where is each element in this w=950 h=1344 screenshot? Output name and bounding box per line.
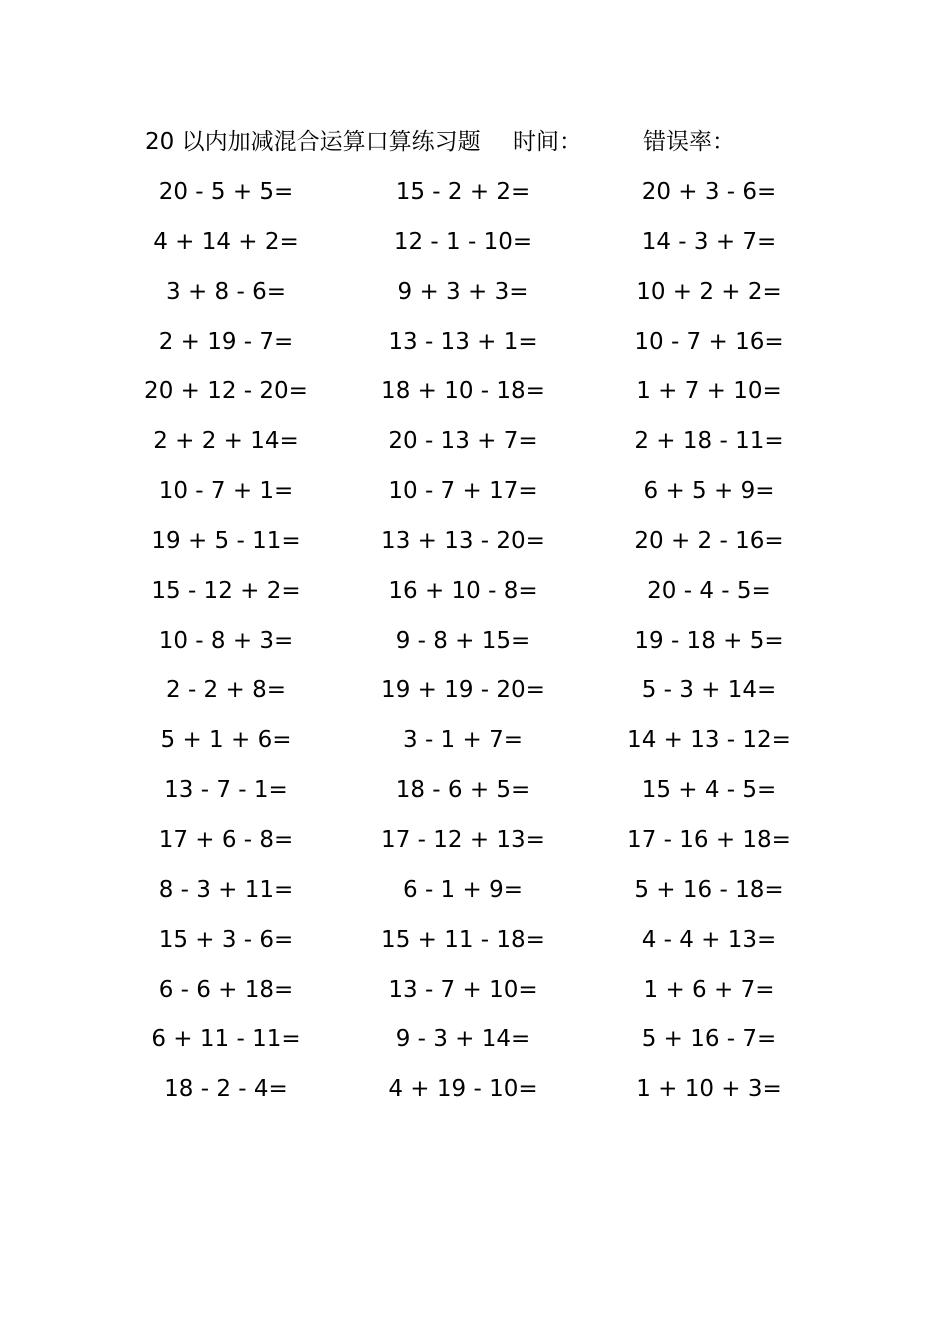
problem-item: 15 - 2 + 2=	[395, 179, 531, 205]
problem-row	[0, 421, 950, 471]
problem-row	[0, 222, 950, 272]
problem-item: 20 + 12 - 20=	[144, 378, 308, 405]
problem-item: 12 - 1 - 10=	[393, 228, 533, 255]
problem-item: 5 + 1 + 6=	[160, 727, 292, 754]
problem-item: 19 + 19 - 20=	[381, 677, 545, 704]
problem-item: 20 + 2 - 16=	[634, 527, 784, 554]
problem-item: 19 - 18 + 5=	[634, 627, 784, 654]
problem-item: 17 - 12 + 13=	[381, 826, 545, 853]
problem-item: 9 - 8 + 15=	[395, 627, 531, 654]
problem-item: 10 - 7 + 1=	[158, 478, 294, 505]
problem-item: 3 + 8 - 6=	[166, 278, 286, 305]
problem-item: 19 + 5 - 11=	[151, 527, 301, 554]
problem-item: 15 - 12 + 2=	[151, 577, 301, 604]
problem-item: 10 - 7 + 16=	[634, 328, 784, 355]
problem-item: 16 + 10 - 8=	[388, 577, 538, 604]
problem-item: 20 + 3 - 6=	[641, 179, 777, 205]
problem-item: 15 + 4 - 5=	[641, 777, 777, 804]
problem-item: 5 + 16 - 18=	[634, 876, 784, 903]
problem-item: 9 + 3 + 3=	[397, 278, 529, 305]
problem-row	[0, 571, 950, 621]
time-label: 时间：	[513, 129, 582, 155]
worksheet-header	[145, 126, 845, 158]
problem-row	[0, 272, 950, 322]
problem-item: 15 + 11 - 18=	[381, 926, 545, 953]
problem-row	[0, 1069, 950, 1119]
problem-row	[0, 920, 950, 970]
problem-row	[0, 870, 950, 920]
problem-item: 3 - 1 + 7=	[403, 727, 523, 754]
problem-item: 17 - 16 + 18=	[627, 826, 791, 853]
problem-item: 15 + 3 - 6=	[158, 926, 294, 953]
problem-item: 2 + 18 - 11=	[634, 428, 784, 455]
problem-row	[0, 322, 950, 372]
problem-item: 18 - 2 - 4=	[164, 1076, 288, 1103]
problem-item: 10 + 2 + 2=	[636, 278, 782, 305]
problem-row	[0, 521, 950, 571]
problem-item: 2 + 19 - 7=	[158, 328, 294, 355]
problem-item: 6 + 11 - 11=	[151, 1026, 301, 1053]
problem-item: 13 - 7 + 10=	[388, 976, 538, 1003]
problem-item: 1 + 10 + 3=	[636, 1076, 782, 1103]
problem-item: 2 + 2 + 14=	[153, 428, 299, 455]
problem-item: 20 - 13 + 7=	[388, 428, 538, 455]
problem-item: 14 + 13 - 12=	[627, 727, 791, 754]
problem-row	[0, 172, 950, 222]
problem-item: 10 - 8 + 3=	[158, 627, 294, 654]
problem-item: 14 - 3 + 7=	[641, 228, 777, 255]
problem-item: 5 - 3 + 14=	[641, 677, 777, 704]
problem-row	[0, 1019, 950, 1069]
problem-row	[0, 820, 950, 870]
problem-row	[0, 720, 950, 770]
problem-item: 4 - 4 + 13=	[641, 926, 777, 953]
problem-row	[0, 670, 950, 720]
problem-grid	[0, 172, 950, 1119]
problem-item: 1 + 7 + 10=	[636, 378, 782, 405]
problem-item: 6 + 5 + 9=	[643, 478, 775, 505]
problem-item: 2 - 2 + 8=	[166, 677, 286, 704]
problem-row	[0, 371, 950, 421]
problem-item: 13 - 13 + 1=	[388, 328, 538, 355]
problem-row	[0, 621, 950, 671]
error-rate-label: 错误率：	[643, 129, 735, 155]
problem-item: 1 + 6 + 7=	[643, 976, 775, 1003]
page-title: 20 以内加减混合运算口算练习题	[145, 129, 481, 155]
problem-item: 4 + 19 - 10=	[388, 1076, 538, 1103]
problem-item: 6 - 6 + 18=	[158, 976, 294, 1003]
problem-item: 10 - 7 + 17=	[388, 478, 538, 505]
problem-item: 8 - 3 + 11=	[158, 876, 294, 903]
problem-item: 13 - 7 - 1=	[164, 777, 288, 804]
problem-item: 9 - 3 + 14=	[395, 1026, 531, 1053]
problem-item: 20 - 4 - 5=	[647, 577, 771, 604]
problem-item: 17 + 6 - 8=	[158, 826, 294, 853]
problem-row	[0, 471, 950, 521]
problem-item: 6 - 1 + 9=	[403, 876, 523, 903]
problem-item: 13 + 13 - 20=	[381, 527, 545, 554]
problem-item: 5 + 16 - 7=	[641, 1026, 777, 1053]
problem-row	[0, 970, 950, 1020]
problem-item: 4 + 14 + 2=	[153, 228, 299, 255]
problem-item: 18 - 6 + 5=	[395, 777, 531, 804]
problem-row	[0, 770, 950, 820]
problem-item: 18 + 10 - 18=	[381, 378, 545, 405]
problem-item: 20 - 5 + 5=	[158, 179, 294, 205]
